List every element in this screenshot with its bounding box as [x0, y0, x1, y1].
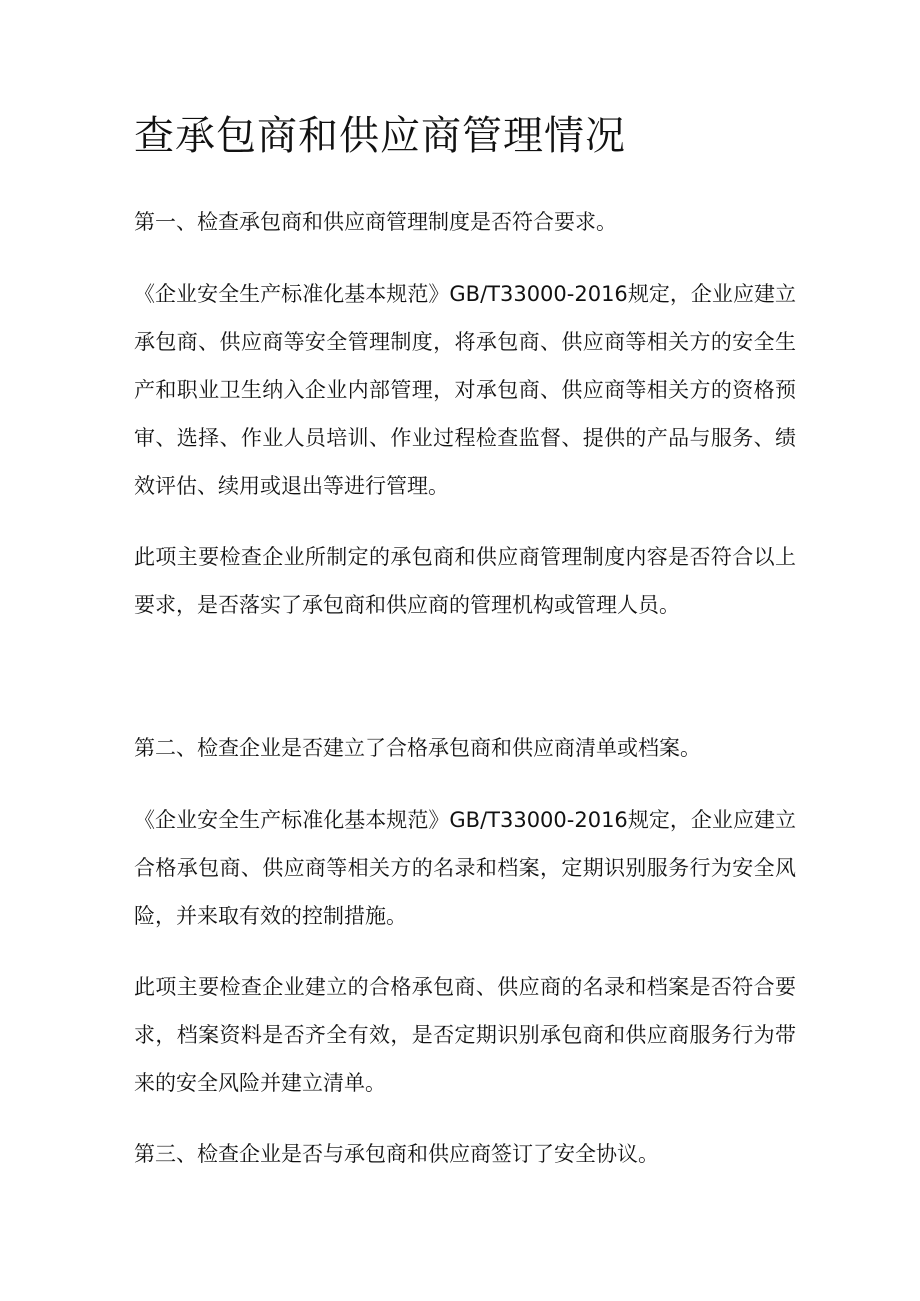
section-3-heading: 第三、检查企业是否与承包商和供应商签订了安全协议。	[134, 1142, 659, 1166]
section-1-heading: 第一、检查承包商和供应商管理制度是否符合要求。	[134, 210, 617, 234]
section-2-paragraph-1: 《企业安全生产标准化基本规范》GB/T33000-2016规定，企业应建立合格承包商、供应商等相关方的名录和档案，定期识别服务行为安全风险，并来取有效的控制措施。	[134, 808, 796, 928]
section-1-paragraph-1: 《企业安全生产标准化基本规范》GB/T33000-2016规定，企业应建立承包商、供应商等安全管理制度，将承包商、供应商等相关方的安全生产和职业卫生纳入企业内部管理，对承包商、供应商等相关方的资格预审、选择、作业人员培训、作业过程检查监督、提供的产品与服务、绩效评估、续用或退出等进行管理。	[134, 282, 796, 498]
page-title: 查承包商和供应商管理情况	[134, 113, 626, 159]
section-2-paragraph-2: 此项主要检查企业建立的合格承包商、供应商的名录和档案是否符合要求，档案资料是否齐全有效，是否定期识别承包商和供应商服务行为带来的安全风险并建立清单。	[134, 975, 796, 1095]
section-1-paragraph-2: 此项主要检查企业所制定的承包商和供应商管理制度内容是否符合以上要求，是否落实了承包商和供应商的管理机构或管理人员。	[134, 545, 796, 617]
section-2-heading: 第二、检查企业是否建立了合格承包商和供应商清单或档案。	[134, 736, 701, 760]
